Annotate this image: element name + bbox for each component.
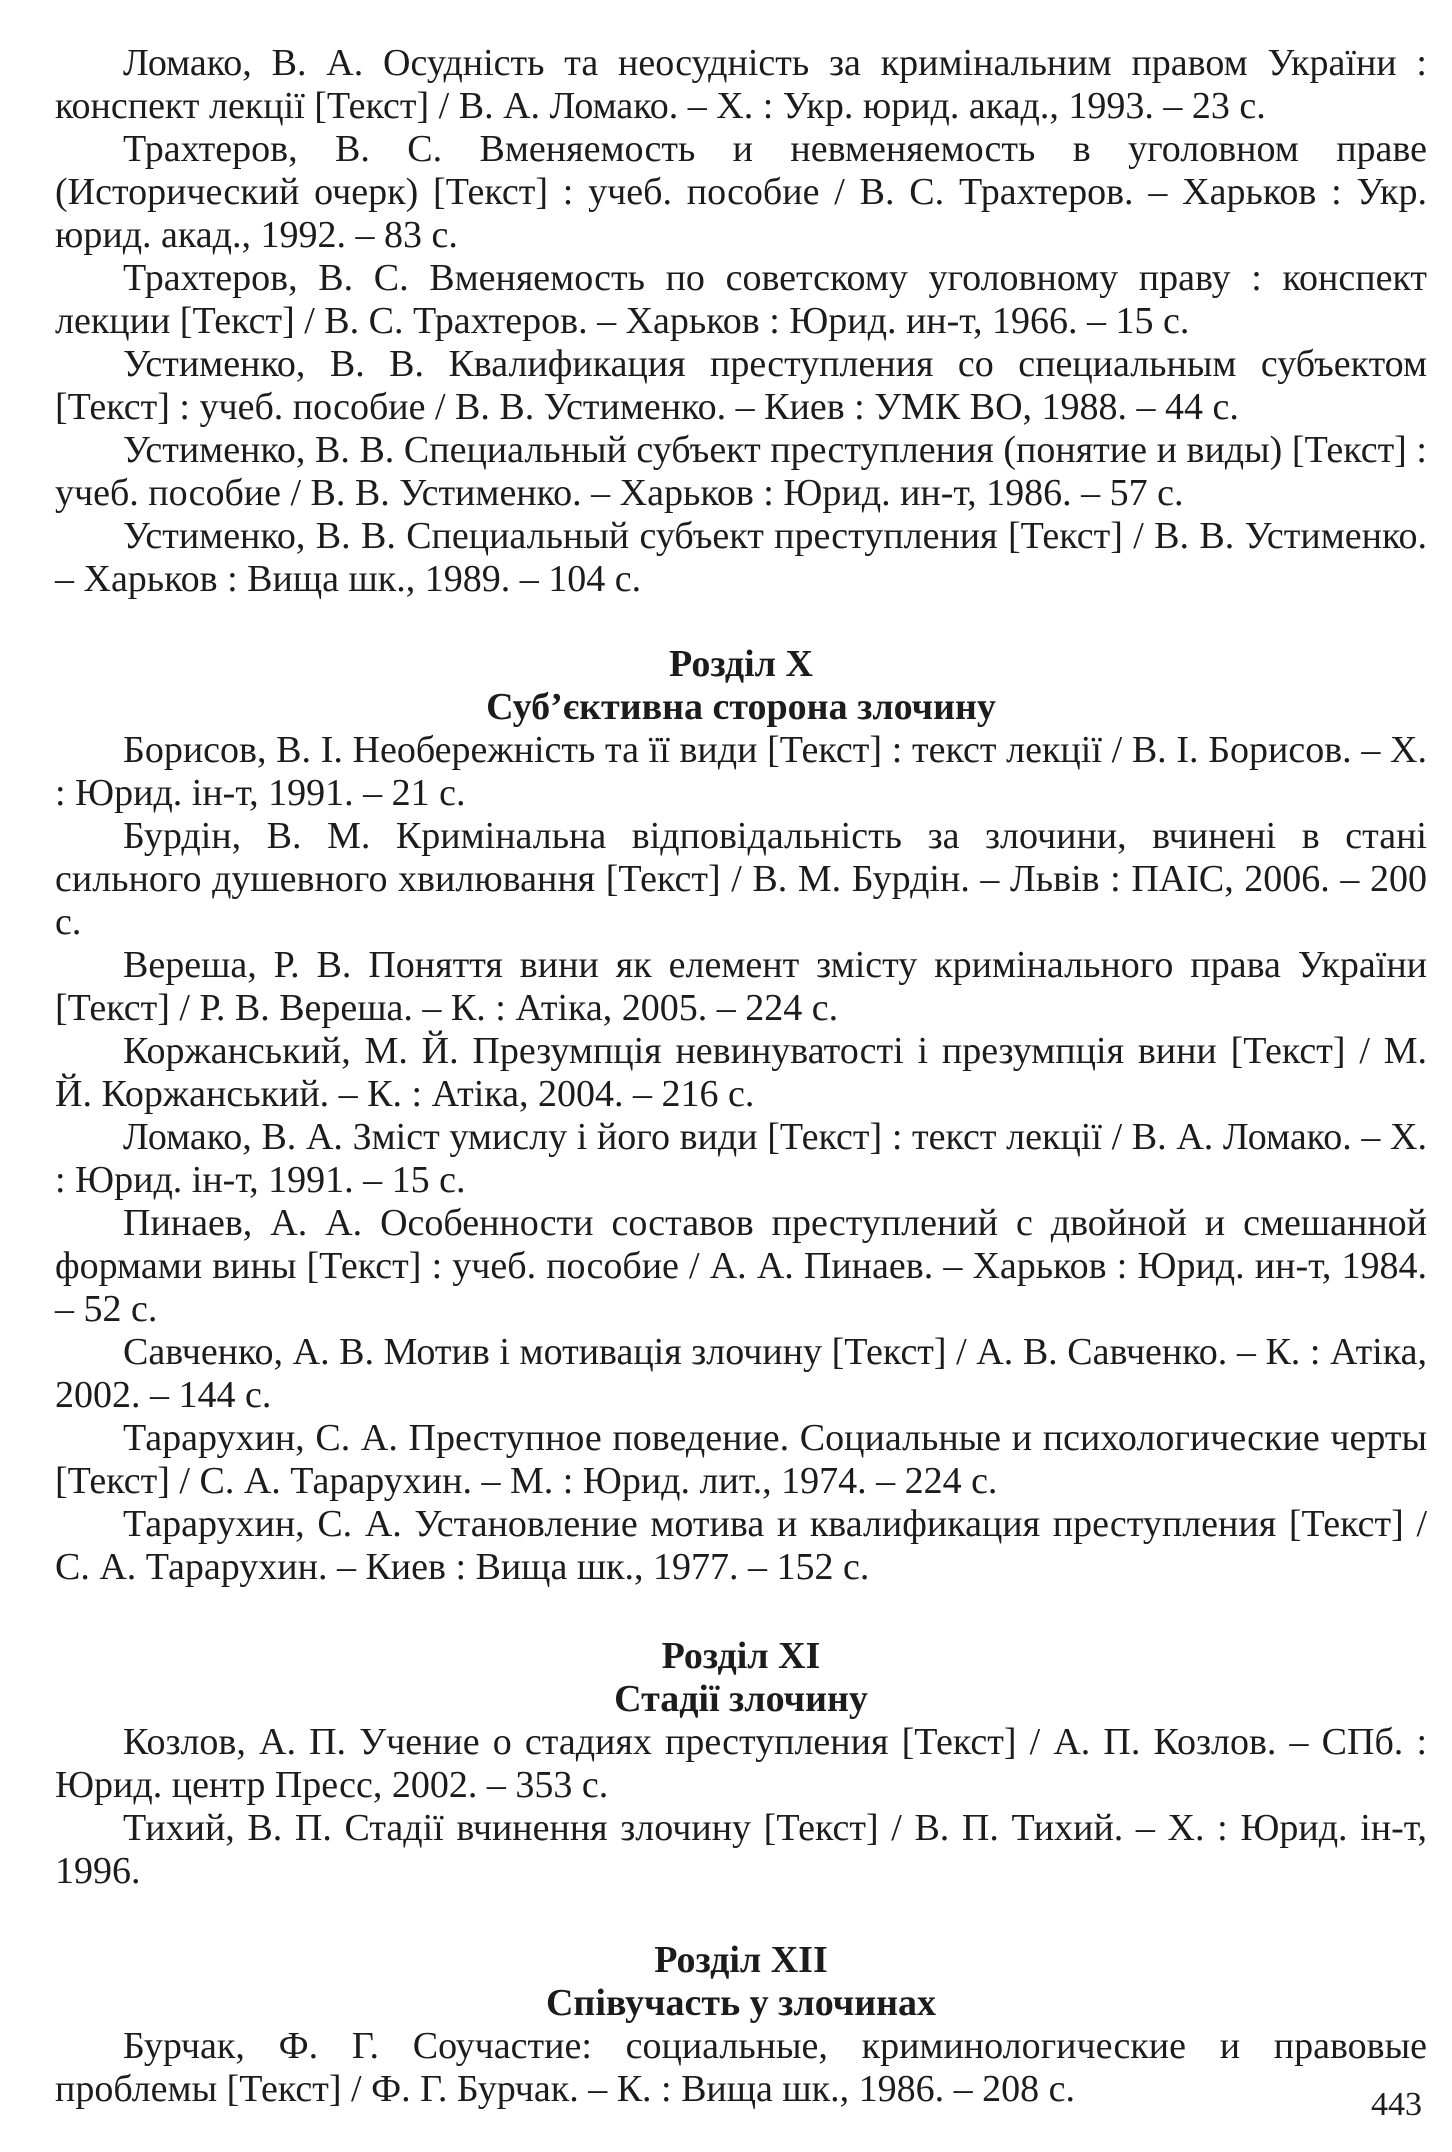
section-number: Розділ XII xyxy=(654,1939,828,1981)
section-number: Розділ XI xyxy=(661,1635,821,1677)
section-title: Стадії злочину xyxy=(614,1678,868,1720)
section-10 xyxy=(55,643,1427,1589)
bibliography-entry: Коржанський, М. Й. Презумпція невинуватості і презумпція вини [Текст] / М. Й. Коржанський. – К. : Атіка, 2004. – 216 с. xyxy=(55,1030,1427,1115)
bibliography-entry: Устименко, В. В. Квалификация преступления со специальным субъектом [Текст] : учеб. пособие / В. В. Устименко. – Киев : УМК ВО, 1988. – 44 с. xyxy=(55,343,1427,428)
bibliography-entry: Тарарухин, С. А. Преступное поведение. Социальные и психологические черты [Текст] / С. А. Тарарухин. – М. : Юрид. лит., 1974. – 224 с. xyxy=(55,1417,1427,1502)
bibliography-entry: Ломако, В. А. Зміст умислу і його види [Текст] : текст лекції / В. А. Ломако. – Х. : Юрид. ін-т, 1991. – 15 с. xyxy=(55,1116,1427,1201)
section-11 xyxy=(55,1635,1427,1893)
bibliography-entry: Ломако, В. А. Осудність та неосудність за кримінальним правом України : конспект лекції [Текст] / В. А. Ломако. – Х. : Укр. юрид. акад., 1993. – 23 с. xyxy=(55,42,1427,127)
section-12 xyxy=(55,1939,1427,2111)
bibliography-entry: Савченко, А. В. Мотив і мотивація злочину [Текст] / А. В. Савченко. – К. : Атіка, 2002. – 144 с. xyxy=(55,1331,1427,1416)
bibliography-entry: Устименко, В. В. Специальный субъект преступления [Текст] / В. В. Устименко. – Харьков : Вища шк., 1989. – 104 с. xyxy=(55,515,1427,600)
bibliography xyxy=(55,42,1427,2111)
bibliography-entry: Борисов, В. І. Необережність та її види [Текст] : текст лекції / В. І. Борисов. – Х. : Юрид. ін-т, 1991. – 21 с. xyxy=(55,729,1427,814)
page-number: 443 xyxy=(1371,2086,1422,2123)
section-number: Розділ X xyxy=(669,643,813,685)
bibliography-entry: Трахтеров, В. С. Вменяемость и невменяемость в уголовном праве (Исторический очерк) [Текст] : учеб. пособие / В. С. Трахтеров. – Харьков : Укр. юрид. акад., 1992. – 83 с. xyxy=(55,128,1427,256)
bibliography-entry: Козлов, А. П. Учение о стадиях преступления [Текст] / А. П. Козлов. – СПб. : Юрид. центр Пресс, 2002. – 353 с. xyxy=(55,1721,1427,1806)
section-title: Суб’єктивна сторона злочину xyxy=(486,686,996,728)
bibliography-entry: Устименко, В. В. Специальный субъект преступления (понятие и виды) [Текст] : учеб. пособие / В. В. Устименко. – Харьков : Юрид. ин-т, 1986. – 57 с. xyxy=(55,429,1427,514)
bibliography-entry: Тихий, В. П. Стадії вчинення злочину [Текст] / В. П. Тихий. – Х. : Юрид. ін-т, 1996. xyxy=(55,1807,1427,1892)
bibliography-entry: Вереша, Р. В. Поняття вини як елемент змісту кримінального права України [Текст] / Р. В. Вереша. – К. : Атіка, 2005. – 224 с. xyxy=(55,944,1427,1029)
bibliography-entry: Бурдін, В. М. Кримінальна відповідальність за злочини, вчинені в стані сильного душевного хвилювання [Текст] / В. М. Бурдін. – Львів : ПАІС, 2006. – 200 с. xyxy=(55,815,1427,943)
bibliography-entry: Пинаев, А. А. Особенности составов преступлений с двойной и смешанной формами вины [Текст] : учеб. пособие / А. А. Пинаев. – Харьков : Юрид. ин-т, 1984. – 52 с. xyxy=(55,1202,1427,1330)
bibliography-entry: Трахтеров, В. С. Вменяемость по советскому уголовному праву : конспект лекции [Текст] / В. С. Трахтеров. – Харьков : Юрид. ин-т, 1966. – 15 с. xyxy=(55,257,1427,342)
bibliography-entry: Тарарухин, С. А. Установление мотива и квалификация преступления [Текст] / С. А. Тарарухин. – Киев : Вища шк., 1977. – 152 с. xyxy=(55,1503,1427,1588)
section-title: Співучасть у злочинах xyxy=(545,1982,936,2024)
bibliography-entry: Бурчак, Ф. Г. Соучастие: социальные, криминологические и правовые проблемы [Текст] / Ф. Г. Бурчак. – К. : Вища шк., 1986. – 208 с. xyxy=(55,2025,1427,2110)
